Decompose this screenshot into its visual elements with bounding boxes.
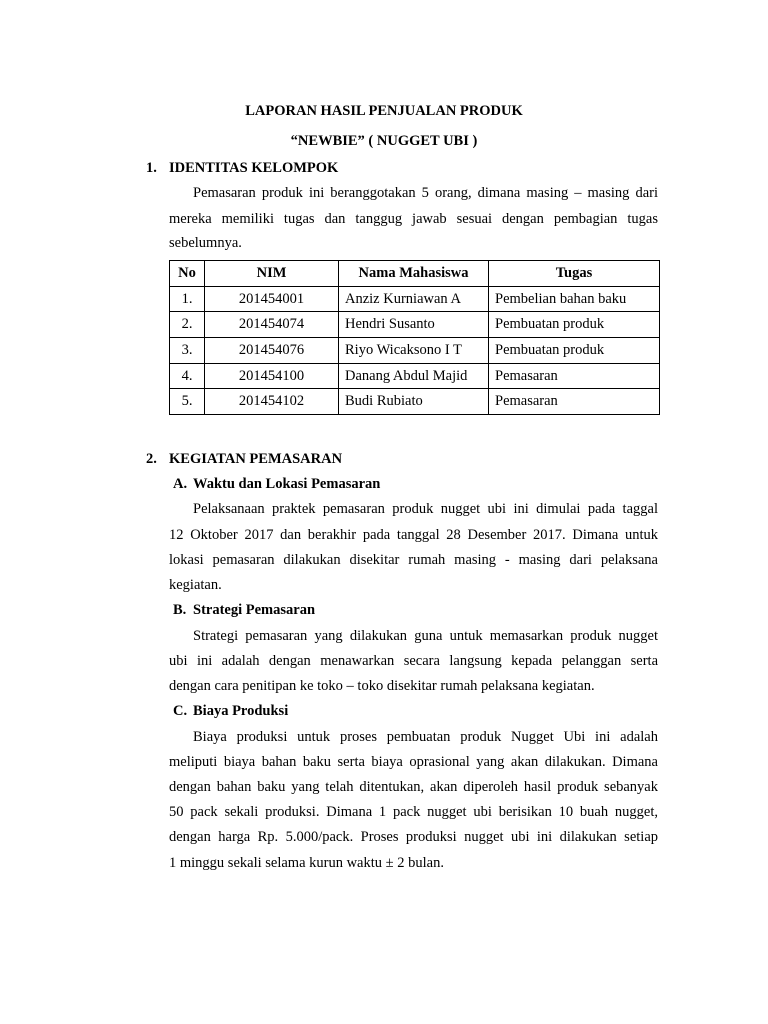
sub-b-letter: B. (173, 602, 187, 618)
sub-a-line-2: 12 Oktober 2017 dan berakhir pada tanggal 28 Desember 2017. Dimana untuk (169, 527, 658, 543)
sub-c-line-5: dengan harga Rp. 5.000/pack. Proses produksi nugget ubi ini dilakukan setiap (169, 829, 658, 845)
section-1-number: 1. (146, 160, 157, 176)
cell-tugas: Pemasaran (489, 363, 660, 389)
cell-nama: Budi Rubiato (339, 389, 489, 415)
sub-a-line-3: lokasi pemasaran dilakukan disekitar rumah masing - masing dari pelaksana (169, 552, 658, 568)
cell-nim: 201454074 (205, 312, 339, 338)
sub-c-line-3: dengan bahan baku yang telah ditentukan, akan diperoleh hasil produk sebanyak (169, 779, 658, 795)
report-title: LAPORAN HASIL PENJUALAN PRODUK (245, 103, 523, 119)
cell-nama: Hendri Susanto (339, 312, 489, 338)
sub-c-heading: Biaya Produksi (193, 703, 289, 719)
cell-tugas: Pembelian bahan baku (489, 286, 660, 312)
cell-nama: Danang Abdul Majid (339, 363, 489, 389)
sub-a-letter: A. (173, 476, 188, 492)
section-1-heading: IDENTITAS KELOMPOK (169, 160, 339, 176)
cell-tugas: Pembuatan produk (489, 338, 660, 364)
report-subtitle: “NEWBIE” ( NUGGET UBI ) (290, 133, 478, 149)
sub-b-line-2: ubi ini adalah dengan menawarkan secara langsung kepada pelanggan serta (169, 653, 658, 669)
header-tugas: Tugas (489, 261, 660, 287)
table-row (170, 338, 660, 364)
header-nim: NIM (205, 261, 339, 287)
cell-tugas: Pemasaran (489, 389, 660, 415)
table-row (170, 312, 660, 338)
table-header-row (170, 261, 660, 287)
cell-nama: Riyo Wicaksono I T (339, 338, 489, 364)
sub-c-letter: C. (173, 703, 188, 719)
sub-c-line-6: 1 minggu sekali selama kurun waktu ± 2 bulan. (169, 855, 444, 871)
section-1-line-1: Pemasaran produk ini beranggotakan 5 orang, dimana masing – masing dari (193, 185, 658, 201)
header-nama: Nama Mahasiswa (339, 261, 489, 287)
header-no: No (170, 261, 205, 287)
cell-no: 2. (170, 312, 205, 338)
sub-b-line-3: dengan cara penitipan ke toko – toko disekitar rumah pelaksana kegiatan. (169, 678, 595, 694)
sub-a-line-1: Pelaksanaan praktek pemasaran produk nugget ubi ini dimulai pada taggal (193, 501, 658, 517)
sub-a-line-4: kegiatan. (169, 577, 222, 593)
table-row (170, 389, 660, 415)
table-row (170, 363, 660, 389)
sub-b-heading: Strategi Pemasaran (193, 602, 316, 618)
cell-nama: Anziz Kurniawan A (339, 286, 489, 312)
cell-no: 3. (170, 338, 205, 364)
cell-no: 5. (170, 389, 205, 415)
cell-no: 4. (170, 363, 205, 389)
section-1-line-2: mereka memiliki tugas dan tanggug jawab sesuai dengan pembagian tugas (169, 211, 658, 227)
sub-b-line-1: Strategi pemasaran yang dilakukan guna untuk memasarkan produk nugget (193, 628, 658, 644)
cell-tugas: Pembuatan produk (489, 312, 660, 338)
cell-nim: 201454102 (205, 389, 339, 415)
members-table (169, 260, 660, 415)
section-1-line-3: sebelumnya. (169, 235, 242, 251)
cell-nim: 201454100 (205, 363, 339, 389)
sub-a-heading: Waktu dan Lokasi Pemasaran (193, 476, 381, 492)
sub-c-line-4: 50 pack sekali produksi. Dimana 1 pack nugget ubi berisikan 10 buah nugget, (169, 804, 658, 820)
sub-c-line-2: meliputi biaya bahan baku serta biaya oprasional yang akan dilakukan. Dimana (169, 754, 658, 770)
cell-nim: 201454001 (205, 286, 339, 312)
table-row (170, 286, 660, 312)
cell-no: 1. (170, 286, 205, 312)
sub-c-line-1: Biaya produksi untuk proses pembuatan produk Nugget Ubi ini adalah (193, 729, 658, 745)
section-2-number: 2. (146, 451, 157, 467)
section-2-heading: KEGIATAN PEMASARAN (169, 451, 343, 467)
cell-nim: 201454076 (205, 338, 339, 364)
